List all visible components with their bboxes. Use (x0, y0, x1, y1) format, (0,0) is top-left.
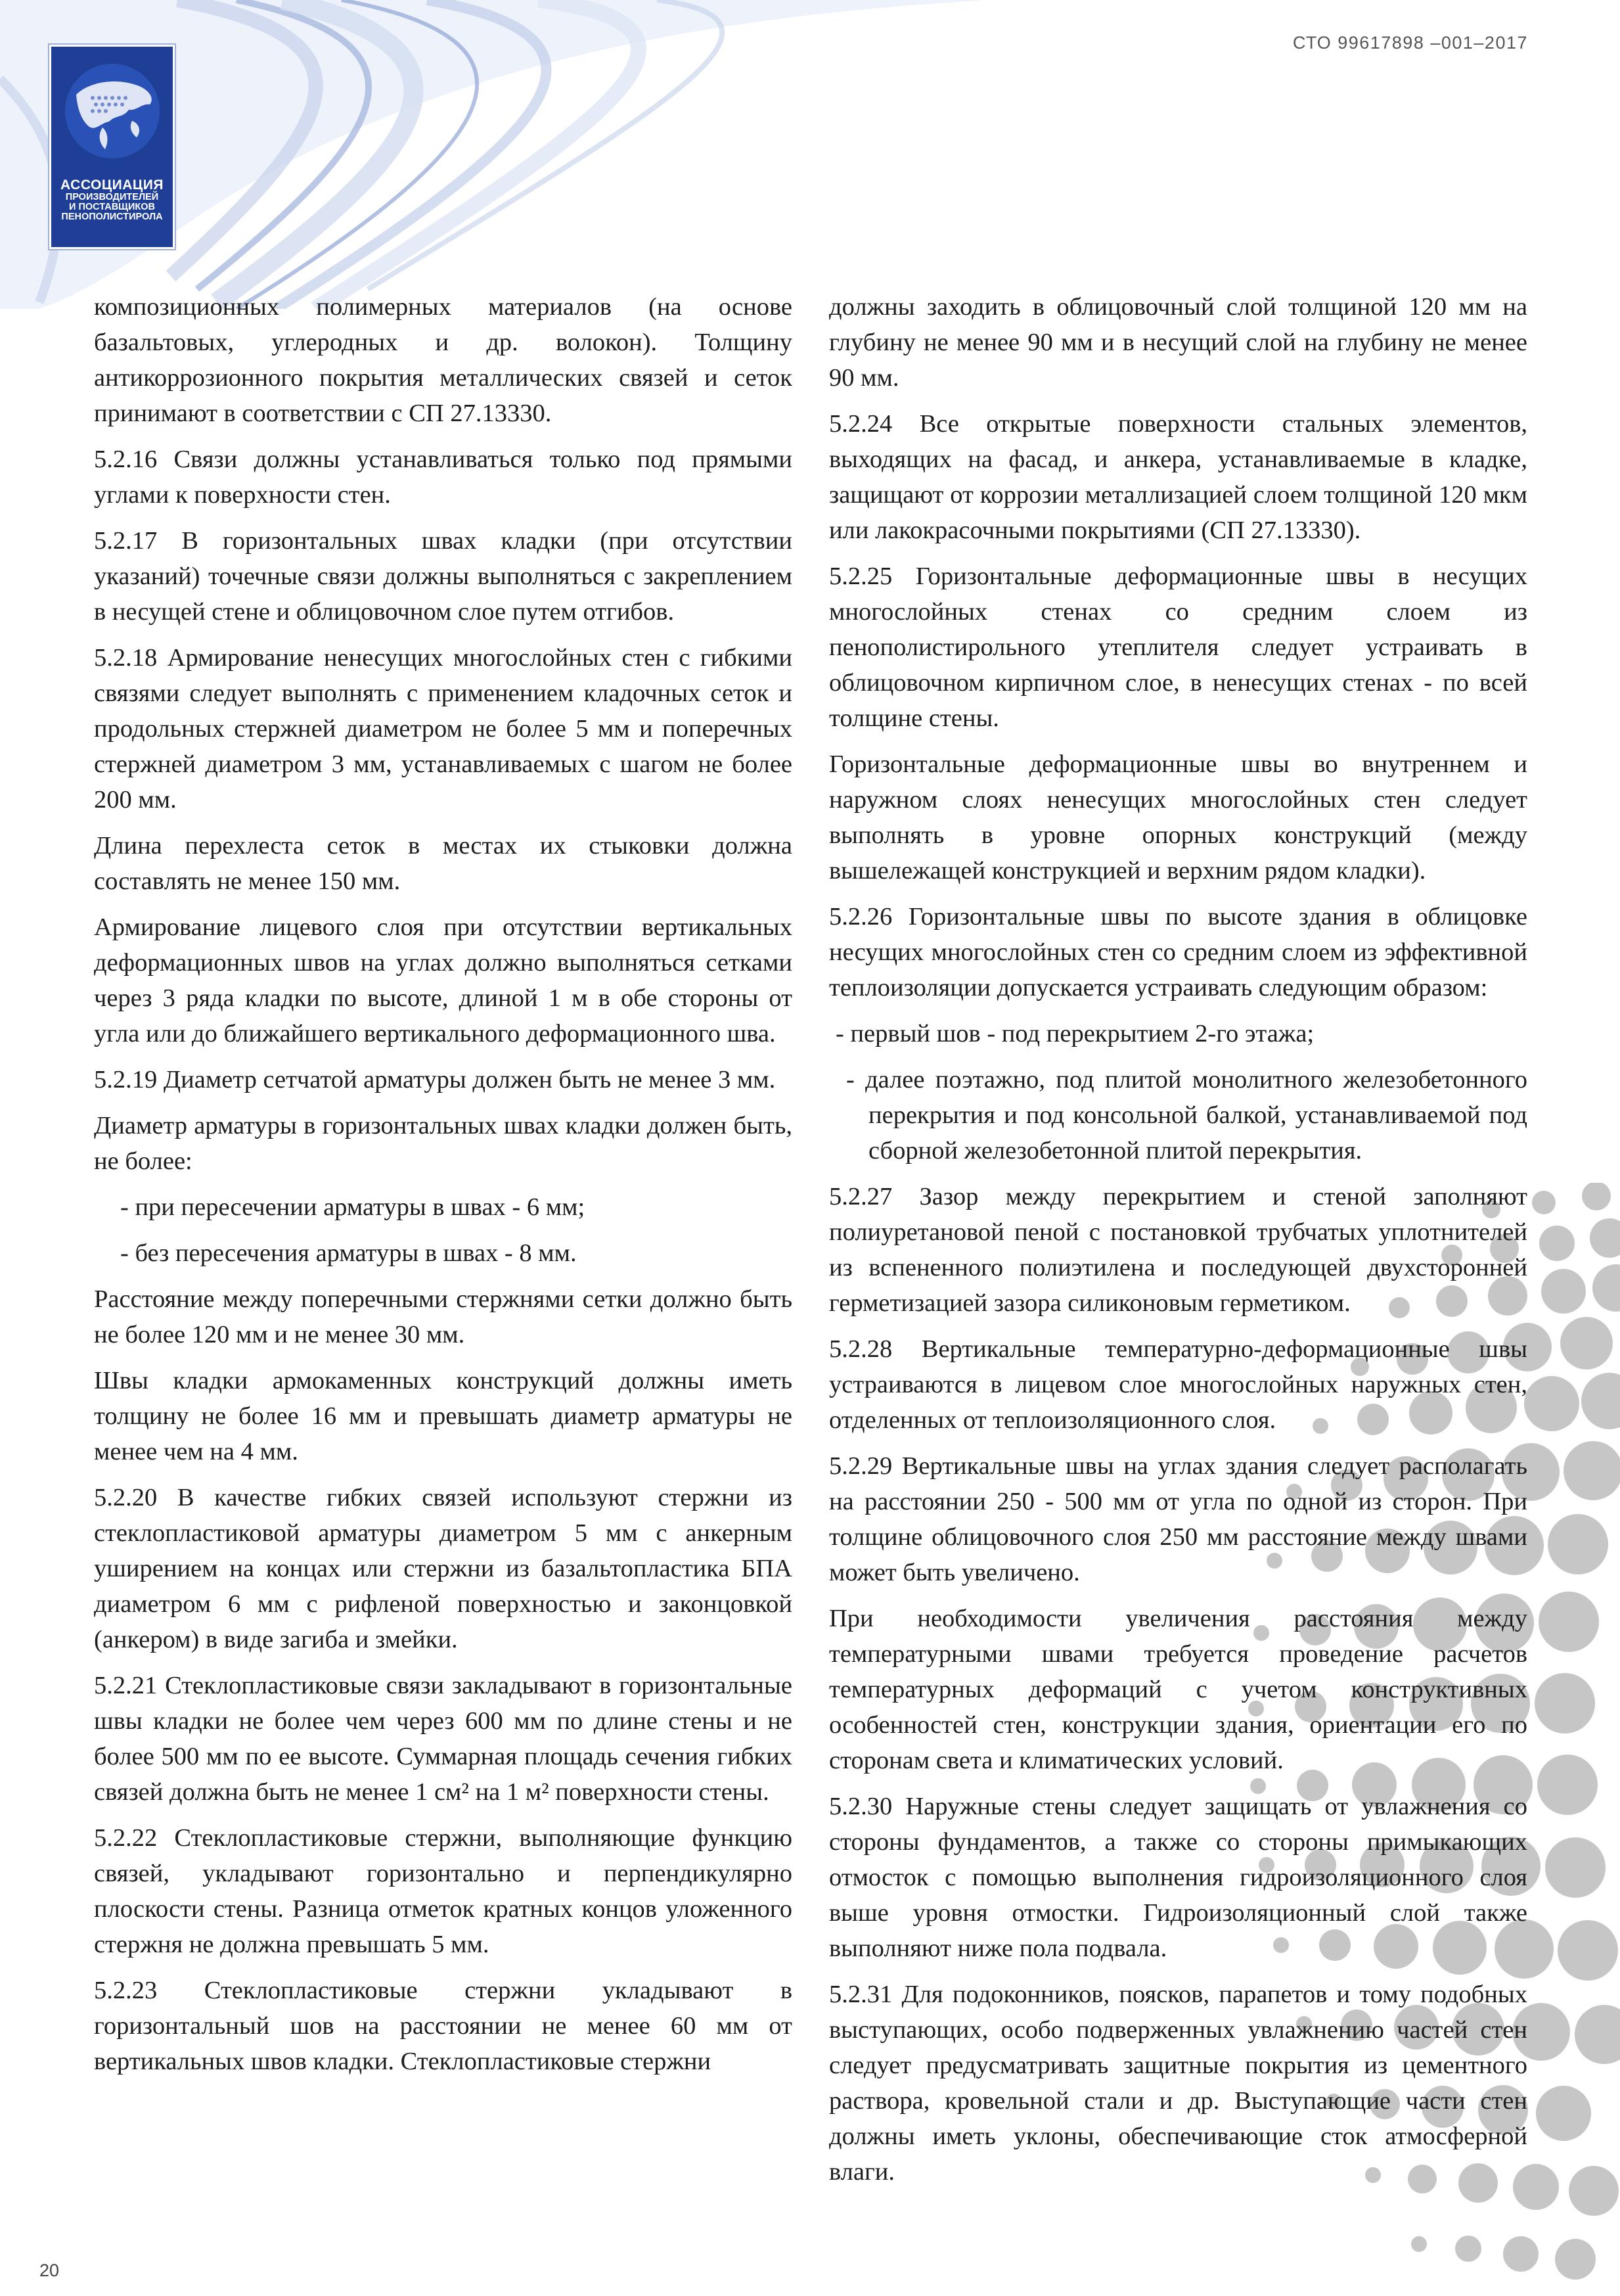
association-logo (49, 45, 175, 249)
paragraph: Диаметр арматуры в горизонтальных швах кладки должен быть, не более: (94, 1112, 792, 1175)
logo-line-4: ПЕНОПОЛИСТИРОЛА (61, 212, 163, 223)
list-item: - без пересечения арматуры в швах - 8 мм. (120, 1239, 577, 1267)
paragraph: 5.2.24 Все открытые поверхности стальных элементов, выходящих на фасад, и анкера, устанавливаемые в кладке, защищают от коррозии металлизацией слоем толщиной 120 мкм или лакокрасочными покрытиями (СП 27.13330). (829, 410, 1527, 544)
globe-icon (63, 58, 162, 164)
paragraph: 5.2.25 Горизонтальные деформационные швы в несущих многослойных стенах со средним слоем из пенополистирольного утеплителя следует устраивать в облицовочном кирпичном слое, в ненесущих стенах - по всей толщине стены. (829, 563, 1527, 732)
logo-line-2: ПРОИЗВОДИТЕЛЕЙ (65, 192, 159, 203)
paragraph: 5.2.22 Стеклопластиковые стержни, выполняющие функцию связей, укладывают горизонтально и перпендикулярно плоскости стены. Разница отметок кратных концов уложенного стержня не должна превышать 5 мм. (94, 1824, 792, 1958)
paragraph: Расстояние между поперечными стержнями сетки должно быть не более 120 мм и не менее 30 мм. (94, 1285, 792, 1348)
page-number: 20 (39, 2261, 60, 2280)
right-column (829, 289, 1527, 2200)
paragraph: 5.2.21 Стеклопластиковые связи закладывают в горизонтальные швы кладки не более чем через 600 мм по длине стены и не более 500 мм по ее высоте. Суммарная площадь сечения гибких связей должна быть не менее 1 см² на 1 м² поверхности стены. (94, 1672, 792, 1806)
paragraph: 5.2.28 Вертикальные температурно-деформационные швы устраиваются в лицевом слое многослойных наружных стен, отделенных от теплоизоляционного слоя. (829, 1335, 1527, 1434)
paragraph: композиционных полимерных материалов (на основе базальтовых, углеродных и др. волокон). Толщину антикоррозионного покрытия металлических связей и сеток принимают в соответствии с СП 27.13330. (94, 293, 792, 427)
paragraph: 5.2.18 Армирование ненесущих многослойных стен с гибкими связями следует выполнять с применением кладочных сеток и продольных стержней диаметром не более 5 мм и поперечных стержней диаметром 3 мм, устанавливаемых с шагом не более 200 мм. (94, 644, 792, 814)
paragraph: Армирование лицевого слоя при отсутствии вертикальных деформационных швов на углах должно выполняться сетками через 3 ряда кладки по высоте, длиной 1 м в обе стороны от угла или до ближайшего вертикального деформационного шва. (94, 913, 792, 1047)
paragraph: Горизонтальные деформационные швы во внутреннем и наружном слоях ненесущих многослойных стен следует выполнять в уровне опорных конструкций (между вышележащей конструкцией и верхним рядом кладки). (829, 750, 1527, 884)
paragraph: 5.2.31 Для подоконников, поясков, парапетов и тому подобных выступающих, особо подверженных увлажнению частей стен следует предусматривать защитные покрытия из цементного раствора, кровельной стали и др. Выступающие части стен должны иметь уклоны, обеспечивающие сток атмосферной влаги. (829, 1981, 1527, 2186)
list-item: - первый шов - под перекрытием 2-го этажа; (836, 1020, 1315, 1047)
paragraph: 5.2.26 Горизонтальные швы по высоте здания в облицовке несущих многослойных стен со средним слоем из эффективной теплоизоляции допускается устраивать следующим образом: (829, 903, 1527, 1001)
paragraph: Длина перехлеста сеток в местах их стыковки должна составлять не менее 150 мм. (94, 832, 792, 895)
paragraph: 5.2.20 В качестве гибких связей используют стержни из стеклопластиковой арматуры диаметром 5 мм с анкерным уширением на концах или стержни из базальтопластика БПА диаметром 6 мм с рифленой поверхностью и законцовкой (анкером) в виде загиба и змейки. (94, 1484, 792, 1653)
paragraph: 5.2.27 Зазор между перекрытием и стеной заполняют полиуретановой пеной с постановкой трубчатых уплотнителей из вспененного полиэтилена и последующей двухсторонней герметизацией зазора силиконовым герметиком. (829, 1183, 1527, 1317)
paragraph: 5.2.16 Связи должны устанавливаться только под прямыми углами к поверхности стен. (94, 446, 792, 509)
logo-line-1: АССОЦИАЦИЯ (60, 177, 164, 193)
paragraph: Швы кладки армокаменных конструкций должны иметь толщину не более 16 мм и превышать диаметр арматуры не менее чем на 4 мм. (94, 1367, 792, 1465)
paragraph: 5.2.19 Диаметр сетчатой арматуры должен быть не менее 3 мм. (94, 1066, 776, 1093)
list-item: - при пересечении арматуры в швах - 6 мм; (120, 1193, 585, 1221)
paragraph: 5.2.29 Вертикальные швы на углах здания следует располагать на расстоянии 250 - 500 мм от угла по одной из сторон. При толщине облицовочного слоя 250 мм расстояние между швами может быть увеличено. (829, 1452, 1527, 1586)
paragraph: 5.2.23 Стеклопластиковые стержни укладывают в горизонтальный шов на расстоянии не менее 60 мм от вертикальных швов кладки. Стеклопластиковые стержни (94, 1977, 792, 2075)
document-code: СТО 99617898 –001–2017 (1292, 33, 1528, 53)
paragraph: 5.2.17 В горизонтальных швах кладки (при отсутствии указаний) точечные связи должны выполняться с закреплением в несущей стене и облицовочном слое путем отгибов. (94, 527, 792, 626)
list-item: - далее поэтажно, под плитой монолитного железобетонного перекрытия и под консольной балкой, устанавливаемой под сборной железобетонной плитой перекрытия. (846, 1066, 1527, 1164)
left-column (94, 289, 792, 2090)
paragraph: При необходимости увеличения расстояния между температурными швами требуется проведение расчетов температурных деформаций с учетом конструктивных особенностей стен, конструкции здания, ориентации его по сторонам света и климатических условий. (829, 1605, 1527, 1774)
paragraph: должны заходить в облицовочный слой толщиной 120 мм на глубину не менее 90 мм и в несущий слой на глубину не менее 90 мм. (829, 293, 1527, 392)
paragraph: 5.2.30 Наружные стены следует защищать от увлажнения со стороны фундаментов, а также со стороны примыкающих отмосток с помощью выполнения гидроизоляционного слоя выше уровня отмостки. Гидроизоляционный слой также выполняют ниже пола подвала. (829, 1793, 1527, 1962)
logo-line-3: И ПОСТАВЩИКОВ (69, 202, 155, 213)
